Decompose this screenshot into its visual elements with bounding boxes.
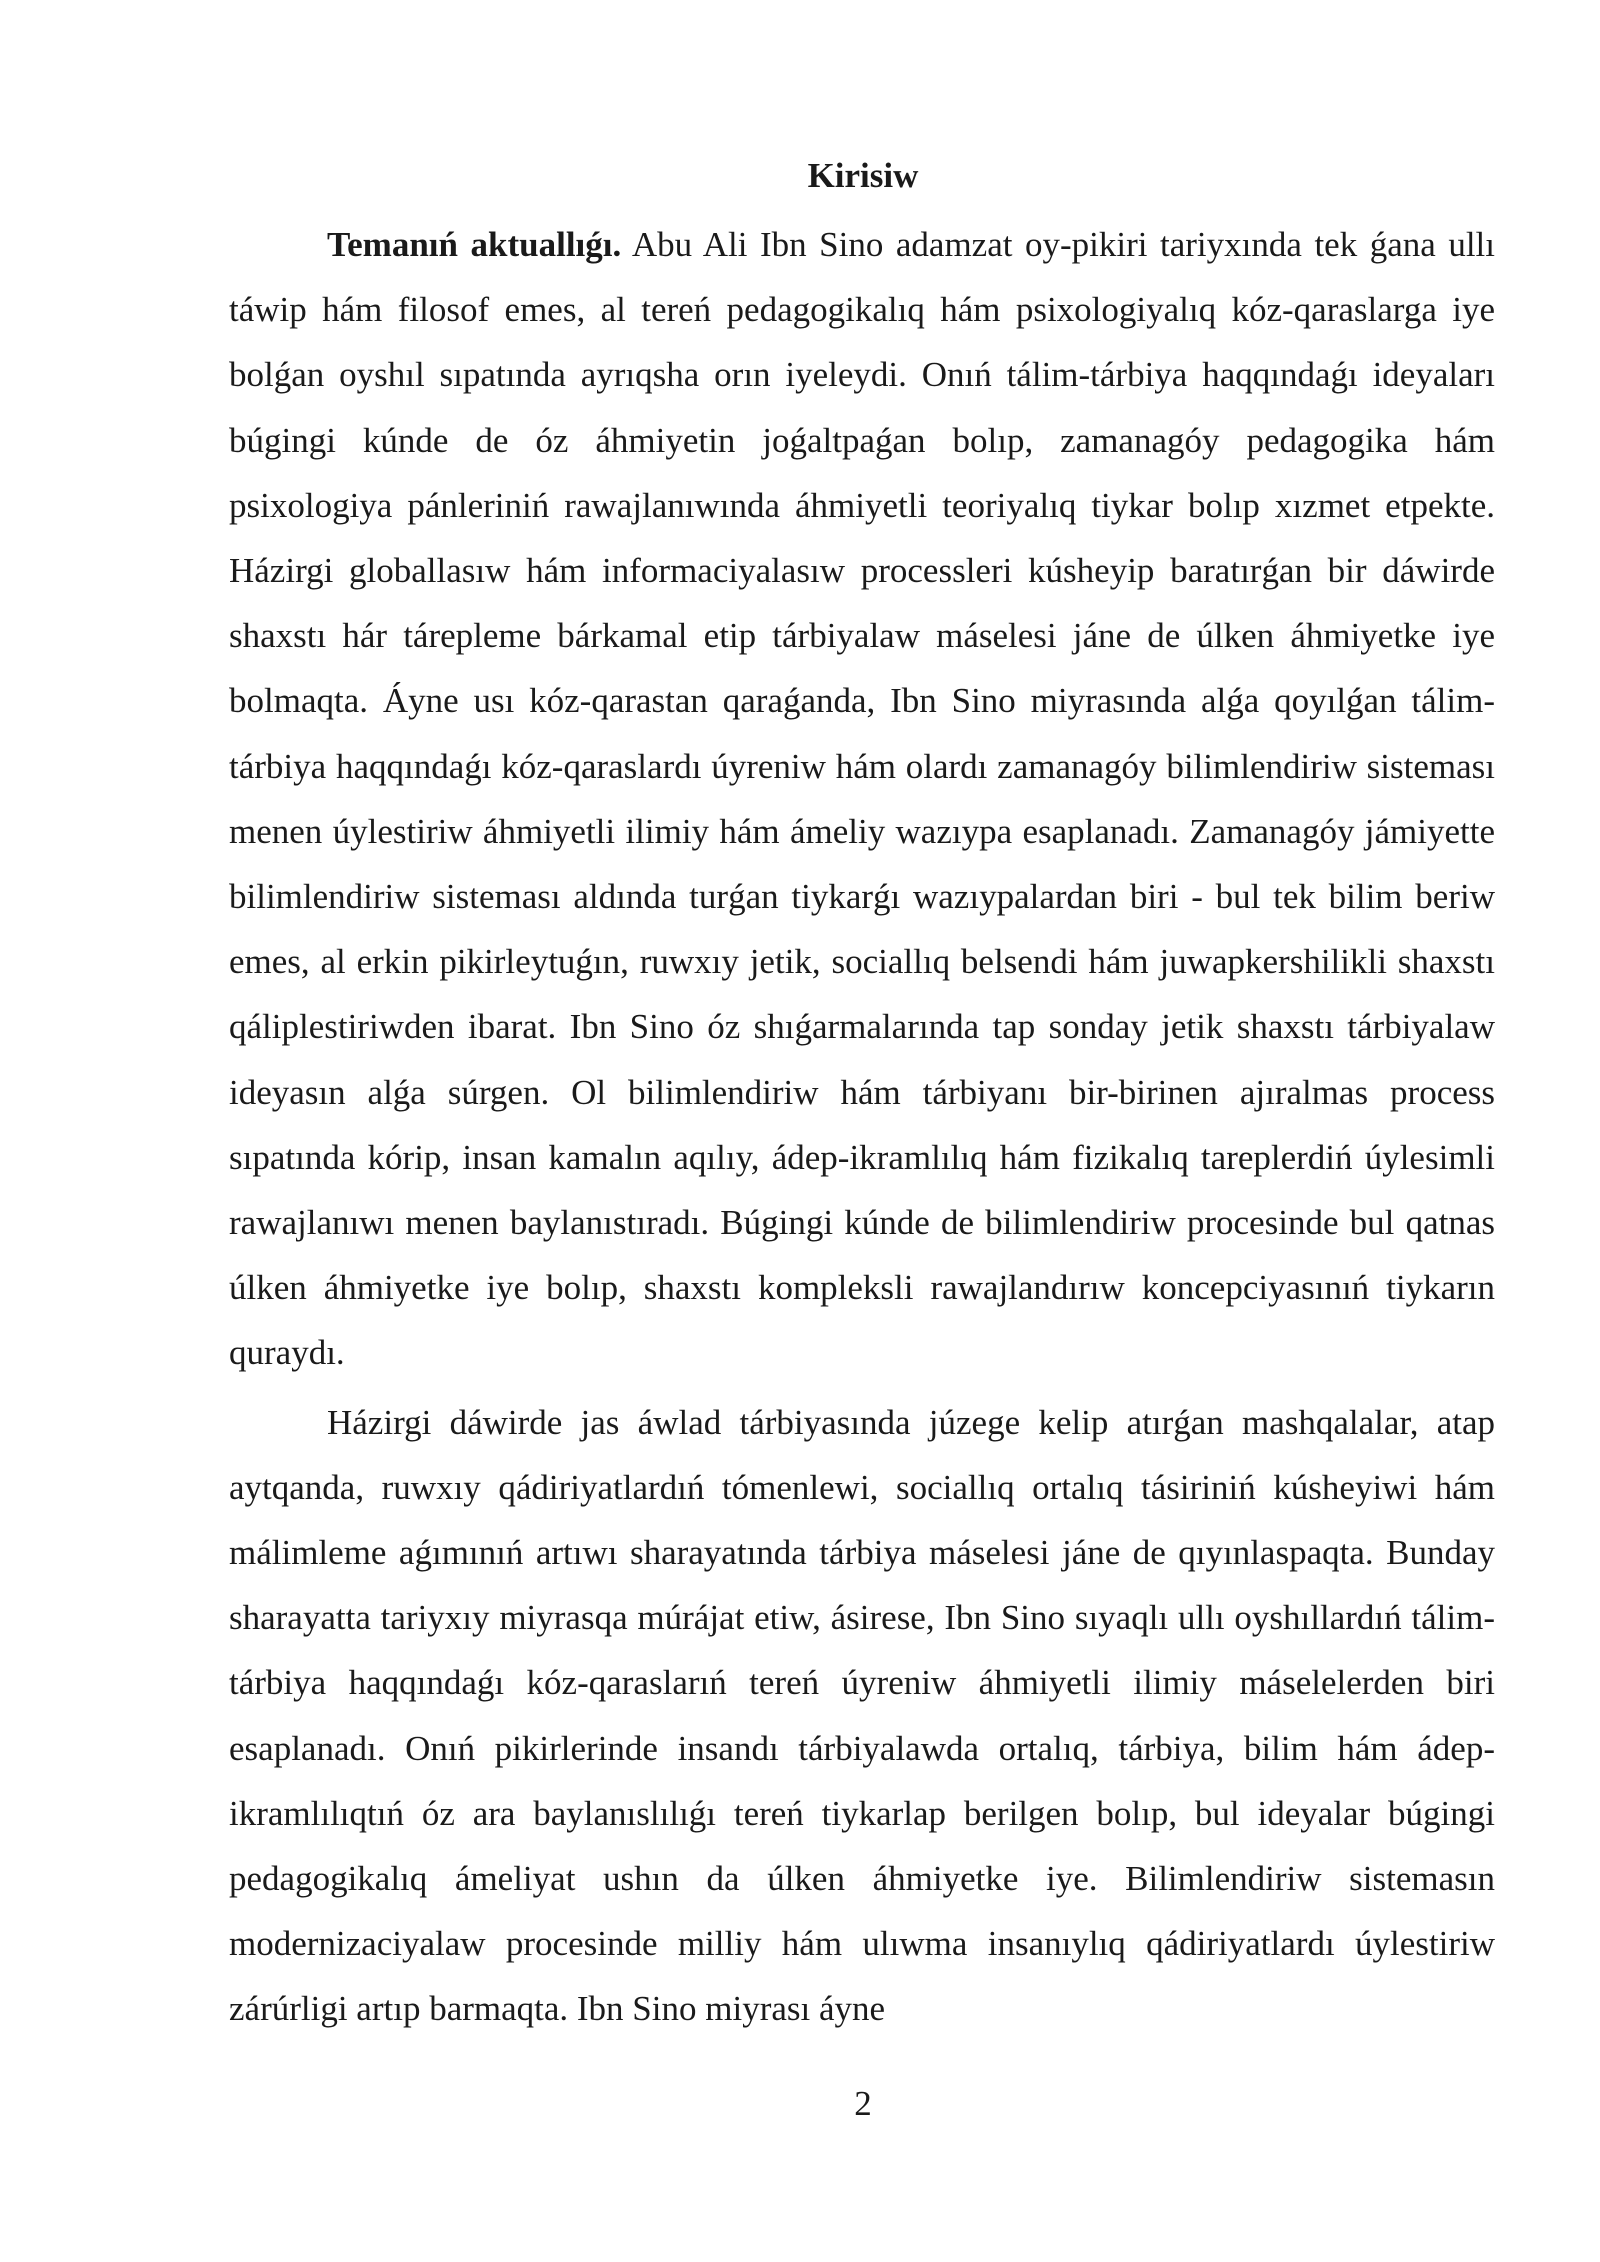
page-number: 2	[854, 2084, 872, 2123]
section-title: Kirisiw	[807, 156, 919, 195]
body-text	[229, 212, 1495, 2042]
paragraph-lead-heading: Temanıń aktuallıǵı.	[327, 225, 622, 264]
paragraph-modern-era: Házirgi dáwirde jas áwlad tárbiyasında júzege kelip atırǵan mashqalalar, atap aytqanda, ruwxıy qádiriyatlardıń tómenlewi, sociallıq ortalıq tásiriniń kúsheyiwi hám málimleme aǵımınıń artıwı sharayatında tárbiya máselesi jáne de qıyınlaspaqta. Bunday sharayatta tariyxıy miyrasqa múrájat etiw, ásirese, Ibn Sino sıyaqlı ullı oyshıllardıń tálim-tárbiya haqqındaǵı kóz-qaraslarıń tereń úyreniw áhmiyetli ilimiy máselelerden biri esaplanadı. Onıń pikirlerinde insandı tárbiyalawda ortalıq, tárbiya, bilim hám ádep-ikramlılıqtıń óz ara baylanıslılıǵı tereń tiykarlap berilgen bolıp, bul ideyalar búgingi pedagogikalıq ámeliyat ushın da úlken áhmiyetke iye. Bilimlendiriw sistemasın modernizaciyalaw procesinde milliy hám ulıwma insanıylıq qádiriyatlardı úylestiriw zárúrligi artıp barmaqta. Ibn Sino miyrası áyne	[229, 1402, 1495, 2029]
paragraph-relevance	[229, 212, 1495, 1386]
paragraph-relevance-text: Abu Ali Ibn Sino adamzat oy-pikiri tariyxında tek ǵana ullı táwip hám filosof emes, al tereń pedagogikalıq hám psixologiyalıq kóz-qaraslarga iye bolǵan oyshıl sıpatında ayrıqsha orın iyeleydi. Onıń tálim-tárbiya haqqındaǵı ideyaları búgingi kúnde de óz áhmiyetin joǵaltpaǵan bolıp, zamanagóy pedagogika hám psixologiya pánleriniń rawajlanıwında áhmiyetli teoriyalıq tiykar bolıp xızmet etpekte. Házirgi globallasıw hám informaciyalasıw processleri kúsheyip baratırǵan bir dáwirde shaxstı hár tárepleme bárkamal etip tárbiyalaw máselesi jáne de úlken áhmiyetke iye bolmaqta. Áyne usı kóz-qarastan qaraǵanda, Ibn Sino miyrasında alǵa qoyılǵan tálim-tárbiya haqqındaǵı kóz-qaraslardı úyreniw hám olardı zamanagóy bilimlendiriw sisteması menen úylestiriw áhmiyetli ilimiy hám ámeliy wazıypa esaplanadı. Zamanagóy jámiyette bilimlendiriw sisteması aldında turǵan tiykarǵı wazıypalardan biri - bul tek bilim beriw emes, al erkin pikirleytuǵın, ruwxıy jetik, sociallıq belsendi hám juwapkershilikli shaxstı qáliplestiriwden ibarat. Ibn Sino óz shıǵarmalarında tap sonday jetik shaxstı tárbiyalaw ideyasın alǵa súrgen. Ol bilimlendiriw hám tárbiyanı bir-birinen ajıralmas process sıpatında kórip, insan kamalın aqılıy, ádep-ikramlılıq hám fizikalıq tareplerdiń úylesimli rawajlanıwı menen baylanıstıradı. Búgingi kúnde de bilimlendiriw procesinde bul qatnas úlken áhmiyetke iye bolıp, shaxstı kompleksli rawajlandırıw koncepciyasınıń tiykarın quraydı.	[229, 225, 1495, 1373]
